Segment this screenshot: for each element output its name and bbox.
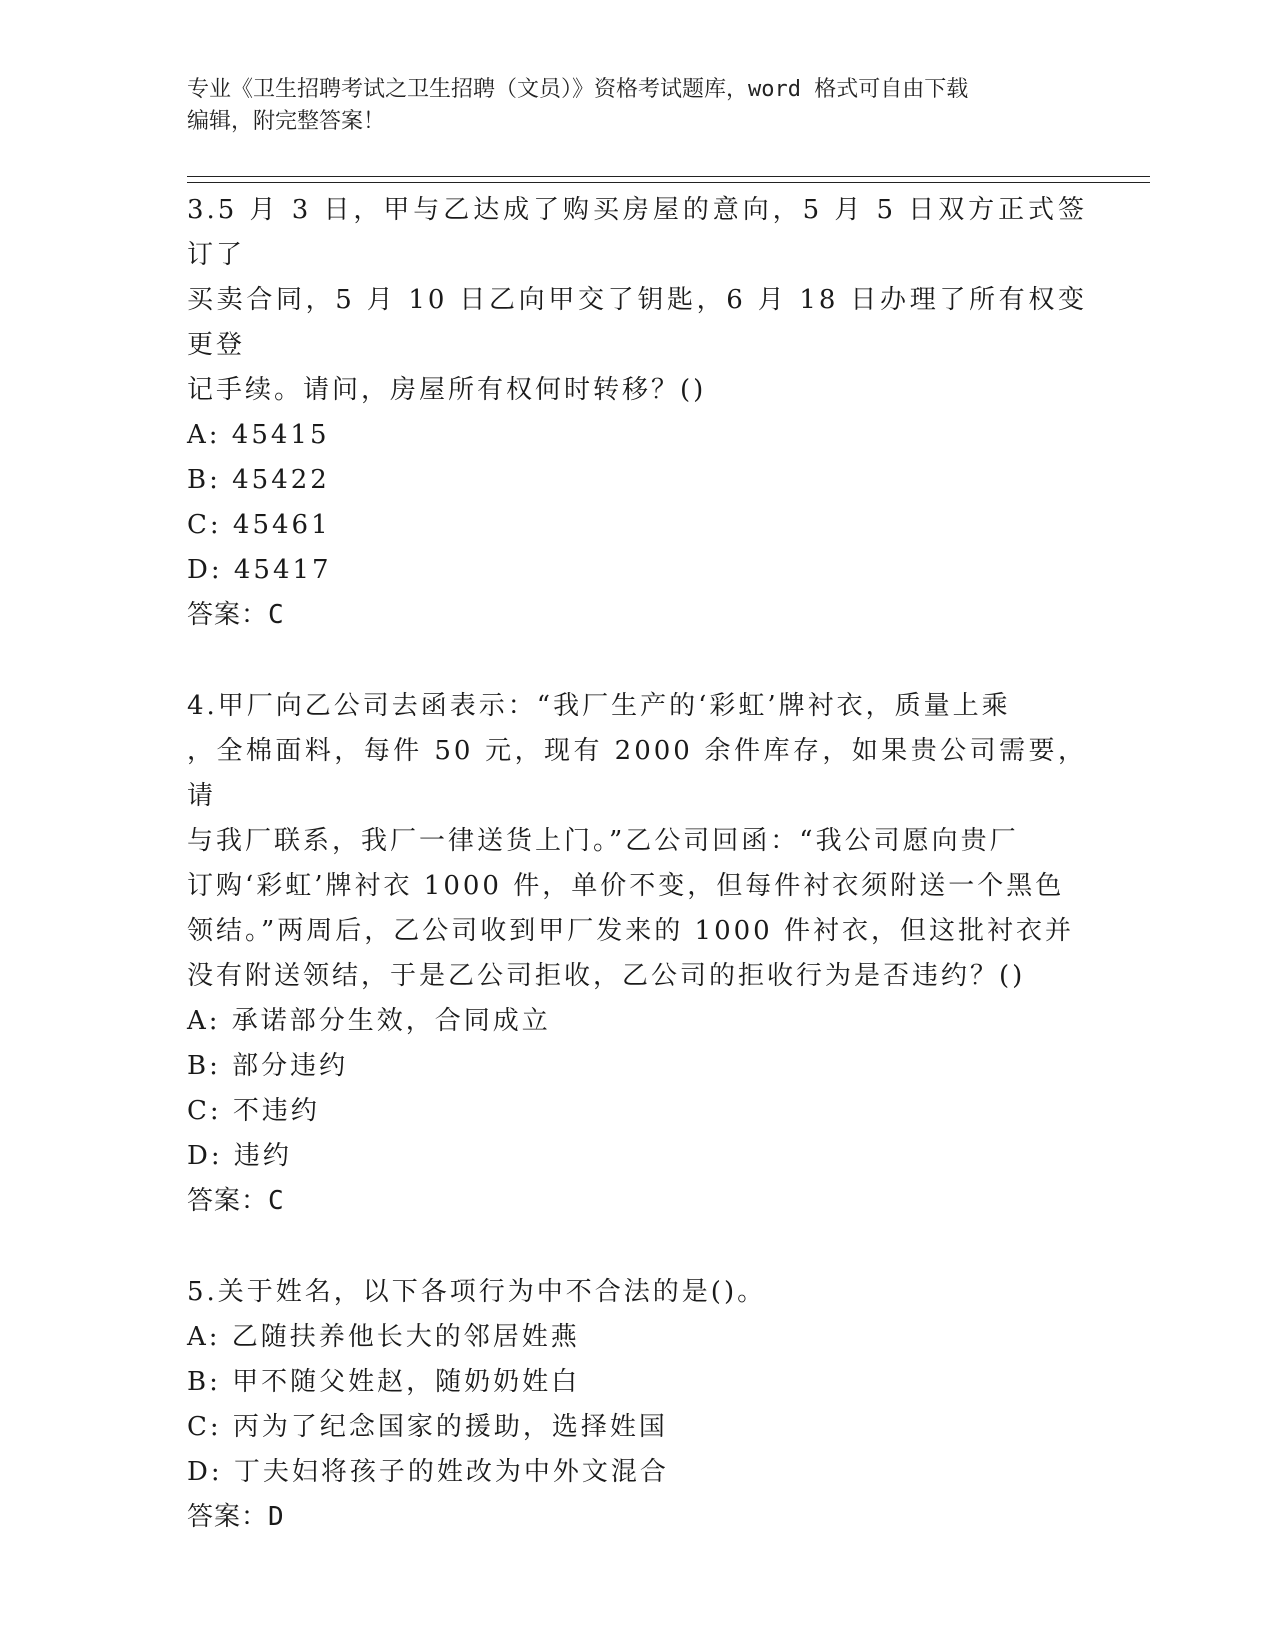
question-list xyxy=(187,188,1087,1586)
option-a: A: 45415 xyxy=(187,420,330,450)
question-text-line: 4.甲厂向乙公司去函表示：“我厂生产的‘彩虹’牌衬衣，质量上乘 xyxy=(187,691,1011,721)
question-text-line: 5.关于姓名，以下各项行为中不合法的是()。 xyxy=(187,1277,767,1307)
option-d: D: 违约 xyxy=(187,1141,292,1171)
answer: 答案：C xyxy=(187,1186,285,1216)
document-header xyxy=(187,74,1087,138)
question-text-line: 没有附送领结，于是乙公司拒收，乙公司的拒收行为是否违约？() xyxy=(187,961,1026,991)
question-text-line: 领结。”两周后，乙公司收到甲厂发来的 1000 件衬衣，但这批衬衣并 xyxy=(187,916,1074,946)
option-c: C: 45461 xyxy=(187,510,331,540)
question-text-line: 记手续。请问，房屋所有权何时转移？() xyxy=(187,375,707,405)
option-a: A: 承诺部分生效，合同成立 xyxy=(187,1006,551,1036)
question-text-line: 与我厂联系，我厂一律送货上门。”乙公司回函：“我公司愿向贵厂 xyxy=(187,826,1019,856)
question-3 xyxy=(187,188,1087,638)
option-b: B: 部分违约 xyxy=(187,1051,349,1081)
answer: 答案：C xyxy=(187,600,285,630)
option-a: A: 乙随扶养他长大的邻居姓燕 xyxy=(187,1322,580,1352)
question-5 xyxy=(187,1270,1087,1540)
option-b: B: 45422 xyxy=(187,465,330,495)
option-d: D: 丁夫妇将孩子的姓改为中外文混合 xyxy=(187,1457,669,1487)
question-text-line: ，全棉面料，每件 50 元，现有 2000 余件库存，如果贵公司需要，请 xyxy=(187,736,1087,811)
option-c: C: 丙为了纪念国家的援助，选择姓国 xyxy=(187,1412,668,1442)
option-c: C: 不违约 xyxy=(187,1096,320,1126)
option-b: B: 甲不随父姓赵，随奶奶姓白 xyxy=(187,1367,581,1397)
question-text-line: 买卖合同，5 月 10 日乙向甲交了钥匙，6 月 18 日办理了所有权变更登 xyxy=(187,285,1087,360)
header-line-2: 编辑，附完整答案！ xyxy=(187,109,386,134)
question-4 xyxy=(187,684,1087,1224)
question-text-line: 订购‘彩虹’牌衬衣 1000 件，单价不变，但每件衬衣须附送一个黑色 xyxy=(187,871,1065,901)
option-d: D: 45417 xyxy=(187,555,332,585)
header-divider-bottom xyxy=(187,182,1150,183)
header-divider-top xyxy=(187,176,1150,177)
header-line-1: 专业《卫生招聘考试之卫生招聘（文员）》资格考试题库，word 格式可自由下载 xyxy=(187,77,969,102)
question-text-line: 3.5 月 3 日，甲与乙达成了购买房屋的意向，5 月 5 日双方正式签订了 xyxy=(187,195,1087,270)
answer: 答案：D xyxy=(187,1502,285,1532)
